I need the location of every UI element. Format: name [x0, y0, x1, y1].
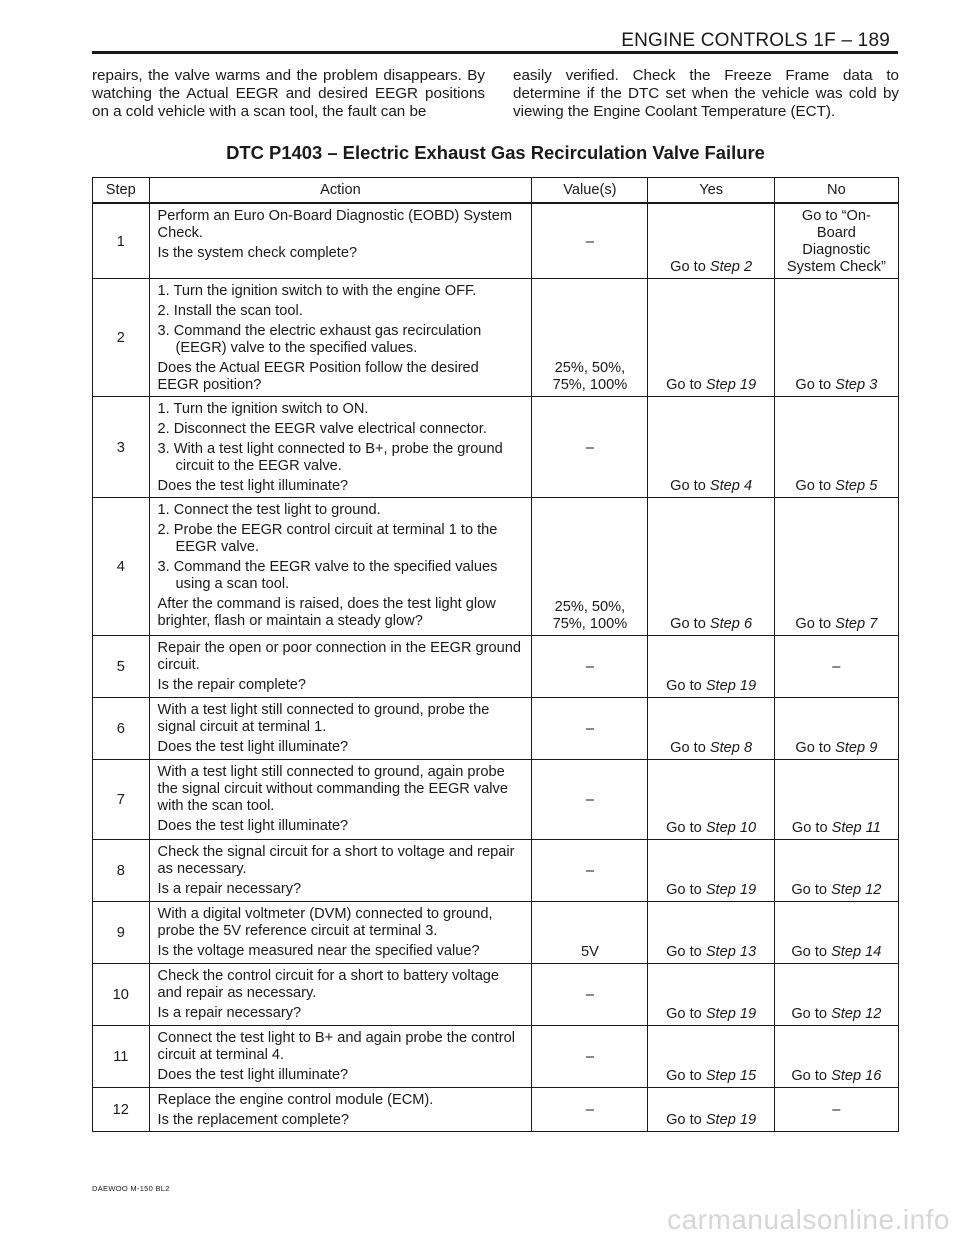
action-line: 2. Disconnect the EEGR valve electrical connector. — [157, 421, 487, 437]
header-rule — [92, 51, 898, 54]
action-line: Does the test light illuminate? — [157, 739, 349, 755]
step-number: 6 — [93, 698, 150, 760]
step-no: Go to Step 14 — [774, 902, 898, 964]
header-yes: Yes — [648, 178, 774, 204]
step-reference: Step 19 — [705, 377, 757, 393]
action-line: 2. Install the scan tool. — [157, 303, 303, 319]
step-action — [149, 279, 532, 397]
step-no: Go to Step 7 — [774, 498, 898, 636]
table-row — [93, 498, 899, 636]
watermark: carmanualsonline.info — [667, 1204, 950, 1235]
step-yes: Go to Step 6 — [648, 498, 774, 636]
step-yes: Go to Step 4 — [648, 397, 774, 498]
action-line: Is the repair complete? — [157, 677, 306, 693]
action-line: Repair the open or poor connection in the EEGR ground circuit. — [157, 640, 522, 673]
step-action — [149, 964, 532, 1026]
step-yes: Go to Step 19 — [648, 840, 774, 902]
step-reference: Step 8 — [709, 740, 753, 756]
table-row — [93, 1088, 899, 1132]
step-value: – — [532, 203, 648, 279]
table-row — [93, 636, 899, 698]
step-action — [149, 902, 532, 964]
table-row — [93, 1026, 899, 1088]
footer-code: DAEWOO M-150 BL2 — [92, 1184, 170, 1193]
step-reference: Step 13 — [705, 944, 757, 960]
action-line: 3. Command the electric exhaust gas recirculation (EEGR) valve to the specified values. — [157, 323, 482, 356]
step-value: 25%, 50%, 75%, 100% — [532, 279, 648, 397]
step-value: 25%, 50%, 75%, 100% — [532, 498, 648, 636]
intro-text-left: repairs, the valve warms and the problem disappears. By watching the Actual EEGR and desired EEGR positions on a cold vehicle with a scan tool, the fault can be — [92, 67, 485, 120]
step-yes: Go to Step 8 — [648, 698, 774, 760]
step-reference: Step 5 — [835, 478, 878, 494]
action-line: Is a repair necessary? — [157, 1005, 302, 1021]
action-line: 1. Turn the ignition switch to ON. — [157, 401, 369, 417]
step-no: Go to Step 3 — [774, 279, 898, 397]
table-row — [93, 840, 899, 902]
step-number: 10 — [93, 964, 150, 1026]
step-no: Go to Step 12 — [774, 840, 898, 902]
step-value: – — [532, 636, 648, 698]
step-reference: Step 12 — [831, 882, 882, 898]
step-no: Go to “On-Board Diagnostic System Check” — [774, 203, 898, 279]
step-yes: Go to Step 15 — [648, 1026, 774, 1088]
action-line: 2. Probe the EEGR control circuit at terminal 1 to the EEGR valve. — [157, 522, 498, 555]
action-line: With a digital voltmeter (DVM) connected to ground, probe the 5V reference circuit at terminal 3. — [157, 906, 493, 939]
step-reference: Step 6 — [709, 616, 753, 632]
step-no: Go to Step 16 — [774, 1026, 898, 1088]
action-line: Is the replacement complete? — [157, 1112, 349, 1128]
step-reference: Step 11 — [831, 820, 881, 836]
step-no: – — [774, 636, 898, 698]
step-no: Go to Step 11 — [774, 760, 898, 840]
step-value: – — [532, 698, 648, 760]
step-number: 5 — [93, 636, 150, 698]
action-line: 3. With a test light connected to B+, probe the ground circuit to the EEGR valve. — [157, 441, 503, 474]
step-reference: Step 10 — [705, 820, 757, 836]
step-reference: Step 16 — [831, 1068, 882, 1084]
step-yes: Go to Step 19 — [648, 636, 774, 698]
header-no: No — [774, 178, 898, 204]
action-line: Connect the test light to B+ and again probe the control circuit at terminal 4. — [157, 1030, 515, 1063]
action-line: Check the signal circuit for a short to voltage and repair as necessary. — [157, 844, 515, 877]
step-reference: Step 4 — [709, 478, 753, 494]
step-value: 5V — [532, 902, 648, 964]
intro-column-left — [92, 67, 485, 121]
step-reference: Step 12 — [831, 1006, 882, 1022]
table-body — [93, 203, 899, 1132]
step-no: Go to Step 12 — [774, 964, 898, 1026]
step-no: Go to Step 9 — [774, 698, 898, 760]
step-number: 2 — [93, 279, 150, 397]
table-row — [93, 203, 899, 279]
action-line: With a test light still connected to ground, probe the signal circuit at terminal 1. — [157, 702, 490, 735]
step-value: – — [532, 760, 648, 840]
step-number: 3 — [93, 397, 150, 498]
step-value: – — [532, 964, 648, 1026]
step-reference: Step 19 — [705, 882, 757, 898]
step-yes: Go to Step 19 — [648, 964, 774, 1026]
header-values: Value(s) — [532, 178, 648, 204]
table-title: DTC P1403 – Electric Exhaust Gas Recirculation Valve Failure — [226, 142, 765, 163]
table-row — [93, 397, 899, 498]
step-reference: Step 2 — [709, 259, 753, 275]
step-value: – — [532, 840, 648, 902]
step-number: 8 — [93, 840, 150, 902]
action-line: Does the test light illuminate? — [157, 1067, 349, 1083]
step-reference: Step 3 — [835, 377, 878, 393]
step-reference: Step 9 — [835, 740, 878, 756]
step-action — [149, 1026, 532, 1088]
action-line: After the command is raised, does the test light glow brighter, flash or maintain a steady glow? — [157, 596, 496, 629]
step-action — [149, 760, 532, 840]
table-header-row — [93, 178, 899, 204]
step-number: 9 — [93, 902, 150, 964]
step-number: 12 — [93, 1088, 150, 1132]
action-line: Does the test light illuminate? — [157, 478, 349, 494]
table-row — [93, 902, 899, 964]
action-line: Is a repair necessary? — [157, 881, 302, 897]
step-action — [149, 840, 532, 902]
step-number: 11 — [93, 1026, 150, 1088]
action-line: Is the system check complete? — [157, 245, 358, 261]
action-line: 1. Connect the test light to ground. — [157, 502, 381, 518]
step-reference: Step 15 — [705, 1068, 757, 1084]
step-action — [149, 636, 532, 698]
step-action — [149, 698, 532, 760]
intro-column-right — [513, 67, 899, 121]
intro-text-right: easily verified. Check the Freeze Frame data to determine if the DTC set when the vehicle was cold by viewing the Engine Coolant Temperature (ECT). — [513, 67, 899, 120]
action-line: 1. Turn the ignition switch to with the engine OFF. — [157, 283, 477, 299]
table-row — [93, 964, 899, 1026]
step-number: 1 — [93, 203, 150, 279]
step-yes: Go to Step 2 — [648, 203, 774, 279]
step-reference: Step 7 — [835, 616, 878, 632]
step-no: – — [774, 1088, 898, 1132]
action-line: Replace the engine control module (ECM). — [157, 1092, 434, 1108]
step-yes: Go to Step 10 — [648, 760, 774, 840]
step-yes: Go to Step 13 — [648, 902, 774, 964]
step-action — [149, 498, 532, 636]
page-header-title: ENGINE CONTROLS 1F – 189 — [621, 30, 890, 51]
step-no: Go to Step 5 — [774, 397, 898, 498]
header-step: Step — [93, 178, 150, 204]
action-line: Is the voltage measured near the specified value? — [157, 943, 480, 959]
table-row — [93, 279, 899, 397]
action-line: Does the Actual EEGR Position follow the desired EEGR position? — [157, 360, 479, 393]
step-yes: Go to Step 19 — [648, 1088, 774, 1132]
diagnostic-table — [92, 177, 899, 1132]
step-value: – — [532, 1088, 648, 1132]
action-line: Does the test light illuminate? — [157, 818, 349, 834]
action-line: Perform an Euro On-Board Diagnostic (EOBD) System Check. — [157, 208, 512, 241]
step-action — [149, 1088, 532, 1132]
step-value: – — [532, 397, 648, 498]
step-reference: Step 19 — [705, 1006, 757, 1022]
table-row — [93, 698, 899, 760]
step-value: – — [532, 1026, 648, 1088]
step-reference: Step 19 — [705, 1112, 757, 1128]
step-number: 4 — [93, 498, 150, 636]
step-reference: Step 14 — [831, 944, 882, 960]
action-line: With a test light still connected to ground, again probe the signal circuit without commanding the EEGR valve with the scan tool. — [157, 764, 508, 814]
action-line: Check the control circuit for a short to battery voltage and repair as necessary. — [157, 968, 500, 1001]
step-number: 7 — [93, 760, 150, 840]
step-action — [149, 203, 532, 279]
table-row — [93, 760, 899, 840]
step-reference: Step 19 — [705, 678, 757, 694]
step-yes: Go to Step 19 — [648, 279, 774, 397]
action-line: 3. Command the EEGR valve to the specified values using a scan tool. — [157, 559, 498, 592]
step-action — [149, 397, 532, 498]
header-action: Action — [149, 178, 532, 204]
